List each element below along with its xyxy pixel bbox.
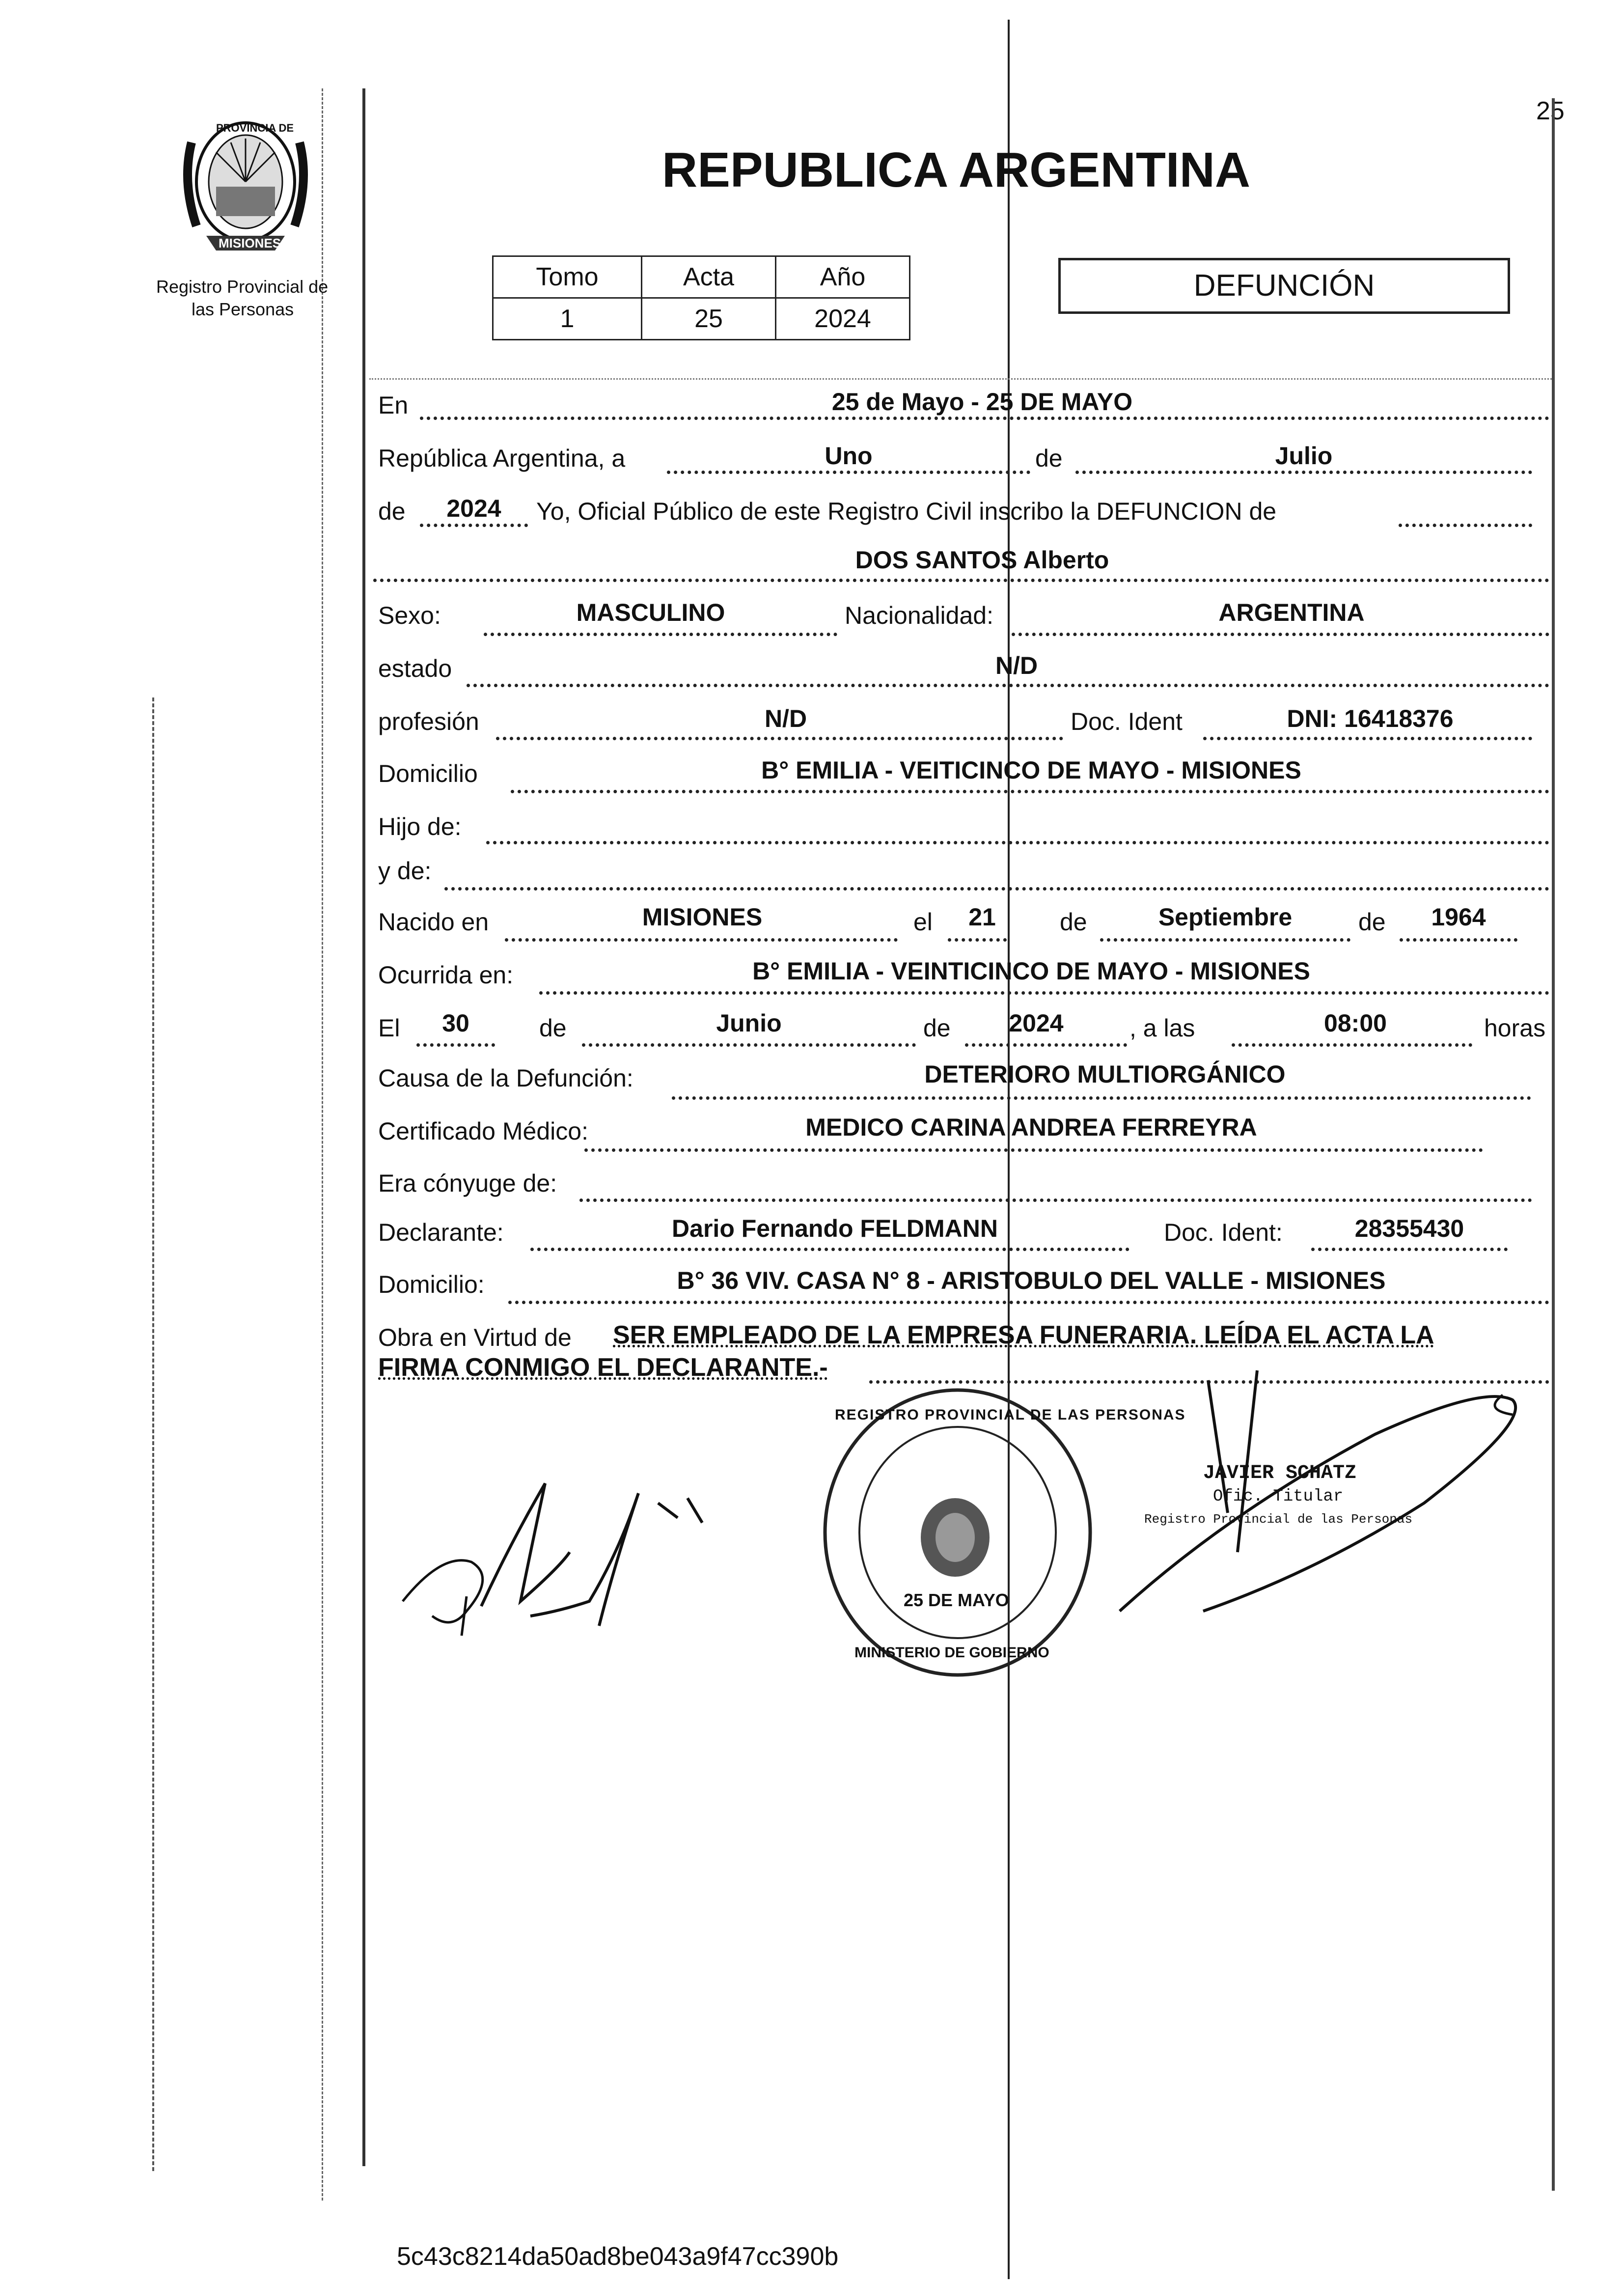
provincial-seal xyxy=(177,108,314,255)
nac-dia-value: 21 xyxy=(968,903,996,931)
nac-mes-dots xyxy=(1100,938,1350,942)
stamp-bottom-text: MINISTERIO DE GOBIERNO xyxy=(854,1645,1049,1661)
obra-value-1: SER EMPLEADO DE LA EMPRESA FUNERARIA. LEÍDA EL ACTA LA xyxy=(613,1321,1434,1349)
de-label-1: de xyxy=(1035,445,1063,472)
estado-label: estado xyxy=(378,655,452,682)
nacionalidad-dots xyxy=(1012,633,1549,636)
republica-label: República Argentina, a xyxy=(378,445,626,472)
declarante-domicilio-value: B° 36 VIV. CASA N° 8 - ARISTOBULO DEL VALLE - MISIONES xyxy=(677,1267,1386,1294)
domicilio-dots xyxy=(511,790,1549,793)
nac-anio-dots xyxy=(1400,938,1517,942)
conyuge-label: Era cónyuge de: xyxy=(378,1170,557,1197)
official-role: Ofic. Titular xyxy=(1213,1487,1344,1506)
issuer-line-2: las Personas xyxy=(192,299,294,319)
acta-value: 25 xyxy=(642,298,776,340)
anio-value: 2024 xyxy=(446,495,501,522)
declarante-label: Declarante: xyxy=(378,1219,504,1246)
de-label-4: de xyxy=(1358,908,1386,936)
el-label: el xyxy=(913,908,933,936)
anio-header: Año xyxy=(776,256,910,298)
doc-ident-label-2: Doc. Ident: xyxy=(1164,1219,1283,1246)
certificado-label: Certificado Médico: xyxy=(378,1117,588,1145)
record-table xyxy=(492,255,910,340)
ocurrida-en-dots xyxy=(539,991,1549,995)
issuer-line-1: Registro Provincial de xyxy=(156,277,329,297)
domicilio-value: B° EMILIA - VEITICINCO DE MAYO - MISIONES xyxy=(761,756,1301,784)
yo-dots xyxy=(1399,524,1532,527)
hijo-de-dots xyxy=(486,841,1549,844)
anio-value: 2024 xyxy=(776,298,910,340)
page-number: 25 xyxy=(1536,97,1565,125)
acta-header: Acta xyxy=(642,256,776,298)
left-margin-line xyxy=(362,88,365,2166)
nac-dia-dots xyxy=(948,938,1007,942)
margin-dashes xyxy=(322,88,323,2201)
dia-letras-value: Uno xyxy=(825,442,873,470)
doc-type-box xyxy=(1058,258,1510,314)
declarante-value: Dario Fernando FELDMANN xyxy=(672,1215,998,1242)
page-title: REPUBLICA ARGENTINA xyxy=(662,142,1251,197)
y-de-dots xyxy=(444,887,1549,891)
en-dots xyxy=(420,417,1549,420)
doc-ident-value: DNI: 16418376 xyxy=(1287,705,1454,732)
mes-dots xyxy=(1075,471,1532,474)
de-label-6: de xyxy=(923,1014,951,1042)
doc-ident-label: Doc. Ident xyxy=(1071,708,1183,735)
de-label-3: de xyxy=(1060,908,1087,936)
hora-dots xyxy=(1232,1043,1472,1047)
declarante-domicilio-dots xyxy=(508,1301,1549,1304)
domicilio-label-2: Domicilio: xyxy=(378,1271,485,1298)
conyuge-dots xyxy=(579,1199,1532,1202)
right-margin-line xyxy=(1552,98,1555,2191)
el-cap-label: El xyxy=(378,1014,400,1042)
far-left-dashes xyxy=(152,697,154,2171)
hijo-de-label: Hijo de: xyxy=(378,813,462,840)
doc-ident-dots xyxy=(1203,737,1532,740)
yo-label: Yo, Oficial Público de este Registro Civil inscribo la DEFUNCION de xyxy=(536,498,1277,525)
dia-dots xyxy=(667,471,1030,474)
a-las-label: , a las xyxy=(1129,1014,1195,1042)
de-label-2: de xyxy=(378,498,406,525)
estado-dots xyxy=(467,684,1549,687)
obra-label: Obra en Virtud de xyxy=(378,1324,572,1351)
seal-upper-text: PROVINCIA DE xyxy=(216,122,294,134)
horas-label: horas xyxy=(1484,1014,1546,1042)
nacionalidad-value: ARGENTINA xyxy=(1218,599,1365,626)
mes-value: Julio xyxy=(1275,442,1333,470)
registry-stamp xyxy=(805,1380,1186,1685)
nacionalidad-label: Nacionalidad: xyxy=(845,602,993,629)
form-top-line xyxy=(369,378,1552,380)
declarante-doc-value: 28355430 xyxy=(1354,1215,1464,1242)
nac-mes-value: Septiembre xyxy=(1158,903,1293,931)
lugar-value: 25 de Mayo - 25 DE MAYO xyxy=(831,388,1133,416)
domicilio-label: Domicilio xyxy=(378,760,478,787)
sexo-label: Sexo: xyxy=(378,602,441,629)
hora-value: 08:00 xyxy=(1324,1009,1387,1037)
declarante-dots xyxy=(530,1248,1129,1251)
def-dia-value: 30 xyxy=(442,1009,469,1037)
official-signature xyxy=(1080,1366,1547,1641)
causa-label: Causa de la Defunción: xyxy=(378,1064,633,1092)
anio-dots xyxy=(420,524,528,527)
def-mes-dots xyxy=(582,1043,916,1047)
estado-value: N/D xyxy=(995,652,1038,679)
certificado-value: MEDICO CARINA ANDREA FERREYRA xyxy=(805,1114,1257,1141)
causa-value: DETERIORO MULTIORGÁNICO xyxy=(924,1060,1286,1088)
nacido-en-dots xyxy=(505,938,898,942)
def-anio-dots xyxy=(965,1043,1127,1047)
certificado-dots xyxy=(584,1148,1483,1152)
profesion-dots xyxy=(496,737,1063,740)
official-name: JAVIER SCHATZ xyxy=(1203,1462,1357,1484)
nombre-dots xyxy=(373,579,1549,582)
def-dia-dots xyxy=(416,1043,495,1047)
def-mes-value: Junio xyxy=(716,1009,782,1037)
causa-dots xyxy=(672,1096,1531,1100)
stamp-outer-text: REGISTRO PROVINCIAL DE LAS PERSONAS xyxy=(835,1407,1186,1423)
tomo-header: Tomo xyxy=(493,256,642,298)
stamp-inner-text: 25 DE MAYO xyxy=(904,1590,1009,1610)
profesion-label: profesión xyxy=(378,708,479,735)
nacido-en-value: MISIONES xyxy=(642,903,763,931)
official-office: Registro Provincial de las Personas xyxy=(1144,1512,1413,1527)
en-label: En xyxy=(378,391,409,419)
seal-lower-text: MISIONES xyxy=(219,236,281,251)
obra-value-2: FIRMA CONMIGO EL DECLARANTE.- xyxy=(378,1353,828,1382)
declarant-signature xyxy=(383,1454,786,1660)
sexo-dots xyxy=(484,633,837,636)
doc-type: DEFUNCIÓN xyxy=(1193,269,1375,303)
y-de-label: y de: xyxy=(378,857,432,885)
def-anio-value: 2024 xyxy=(1009,1009,1064,1037)
declarante-doc-dots xyxy=(1311,1248,1508,1251)
de-label-5: de xyxy=(539,1014,567,1042)
ocurrida-en-value: B° EMILIA - VEINTICINCO DE MAYO - MISIONES xyxy=(752,957,1310,985)
document-hash: 5c43c8214da50ad8be043a9f47cc390b xyxy=(397,2242,839,2271)
nacido-en-label: Nacido en xyxy=(378,908,489,936)
nac-anio-value: 1964 xyxy=(1431,903,1486,931)
tomo-value: 1 xyxy=(493,298,642,340)
nombre-value: DOS SANTOS Alberto xyxy=(855,546,1109,574)
ocurrida-en-label: Ocurrida en: xyxy=(378,961,514,989)
sexo-value: MASCULINO xyxy=(576,599,725,626)
profesion-value: N/D xyxy=(764,705,807,732)
